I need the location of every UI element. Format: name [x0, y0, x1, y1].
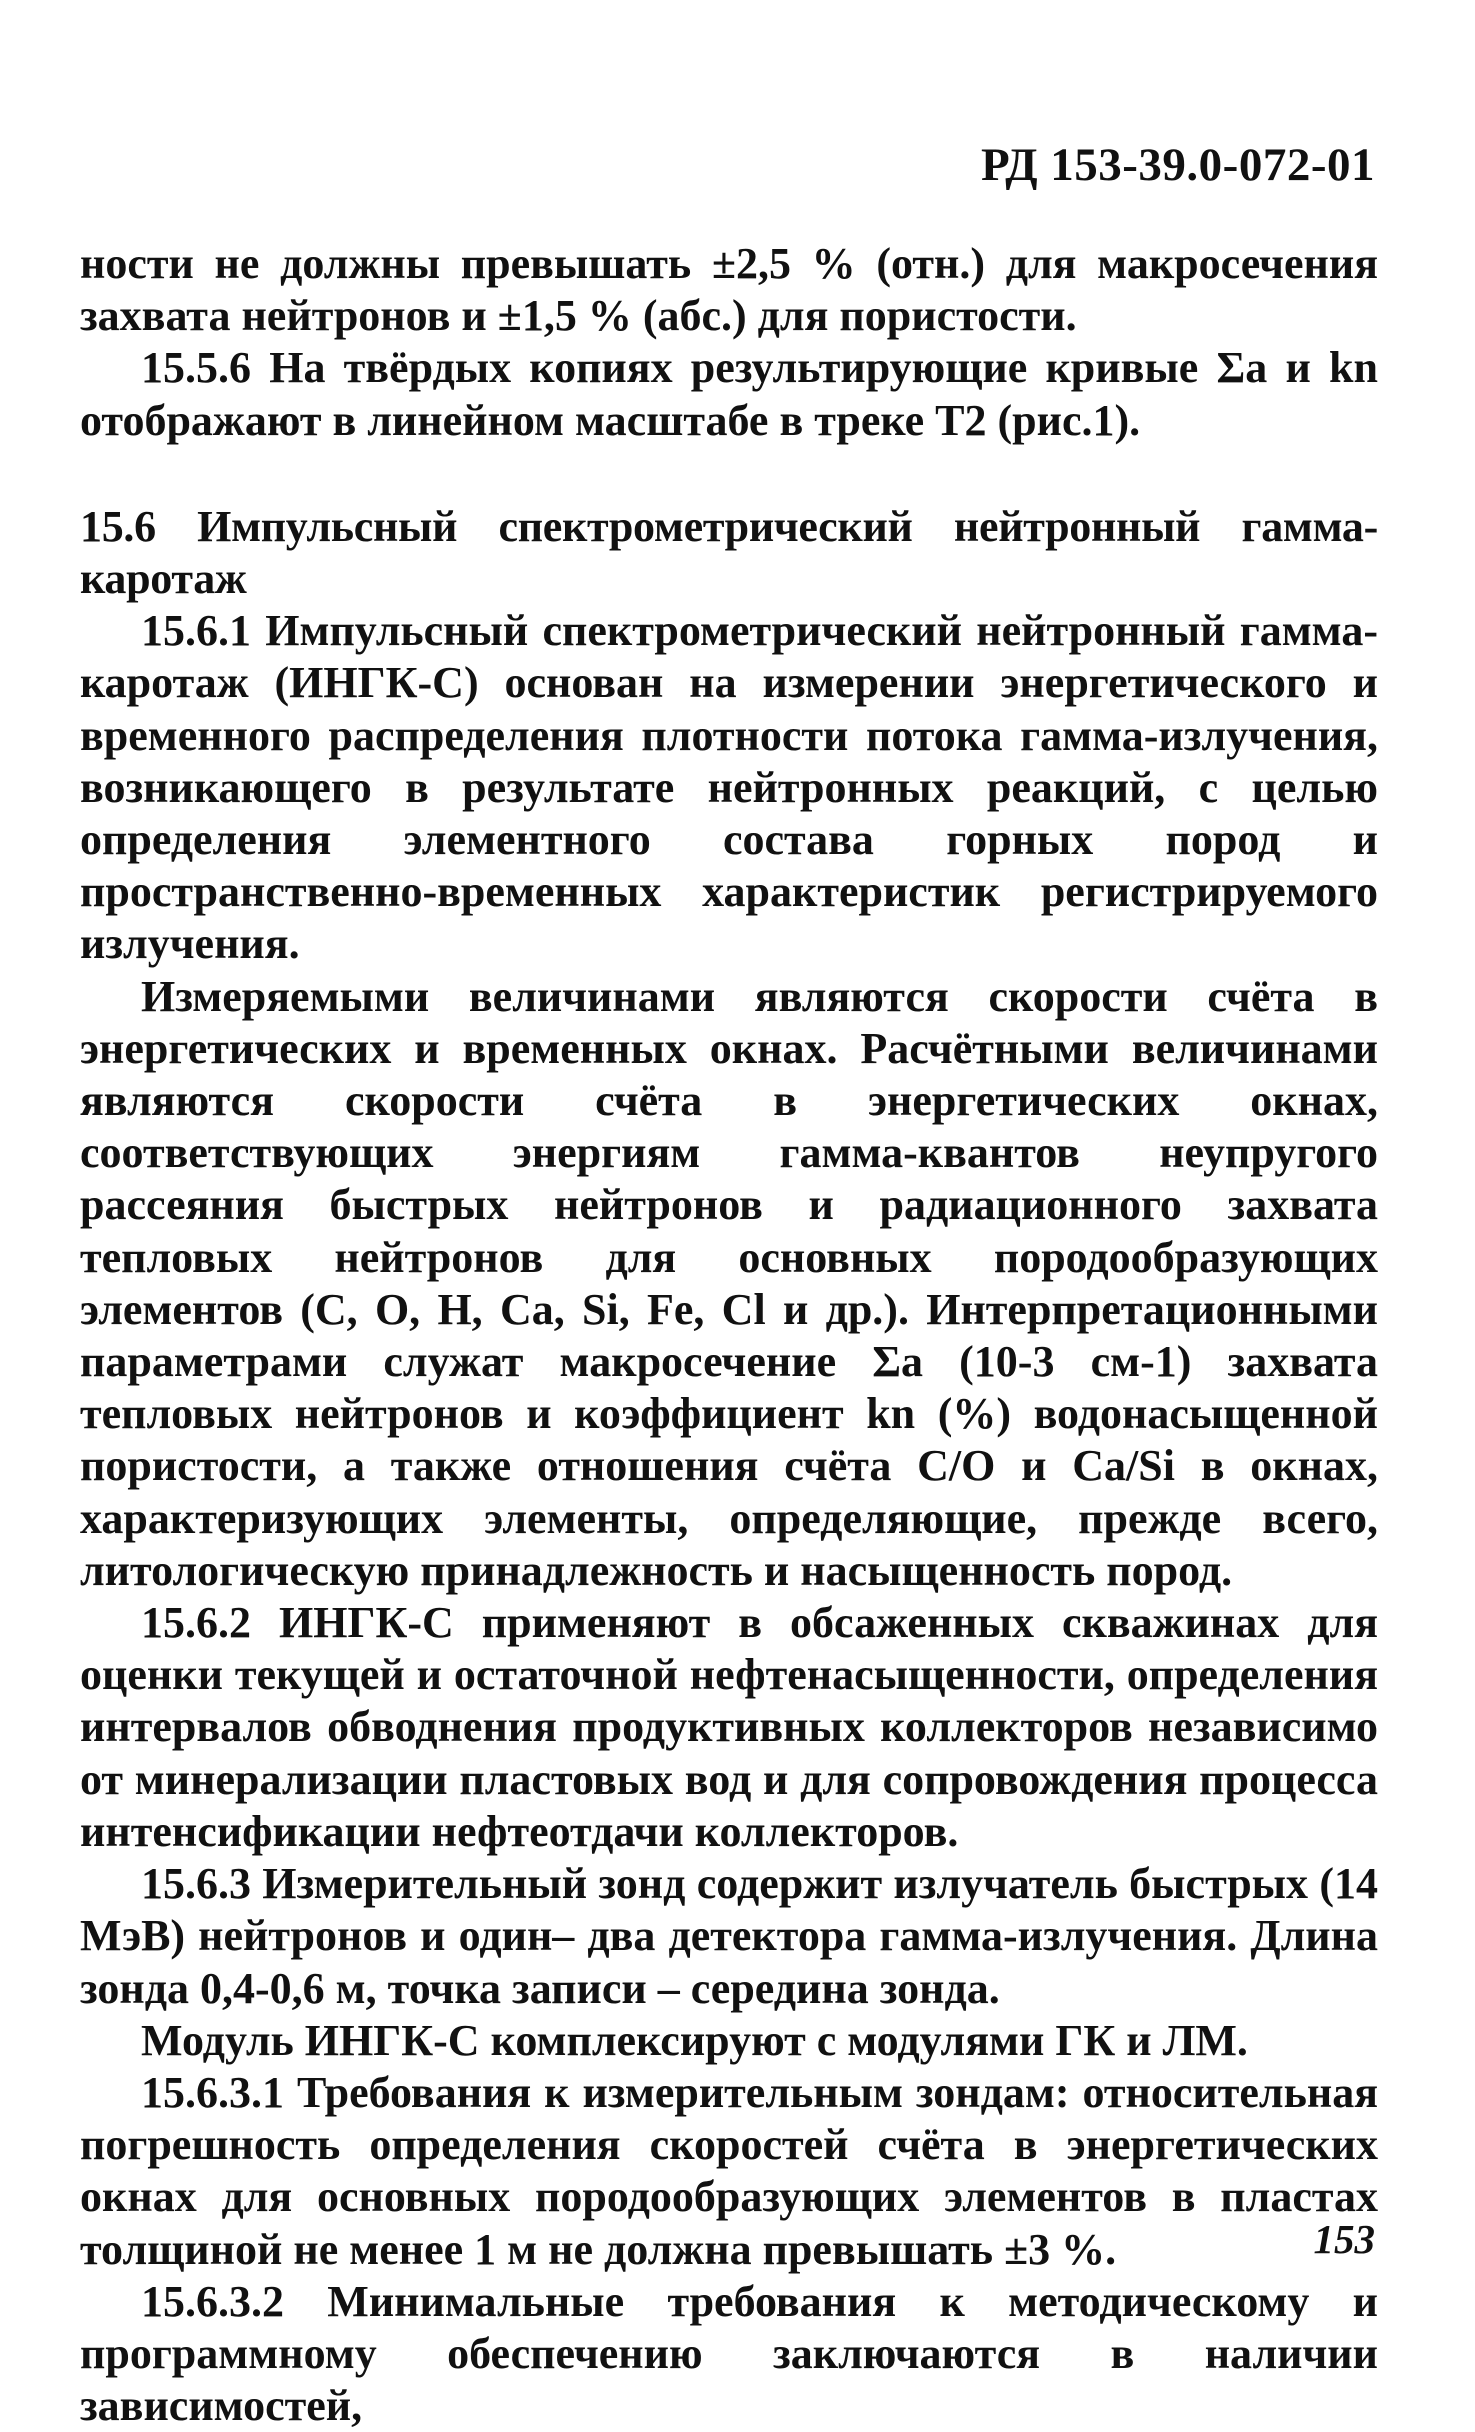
paragraph-15-6-3-2: 15.6.3.2 Минимальные требования к методическому и программному обеспечению заключаются в наличии зависимостей,	[80, 2276, 1378, 2431]
document-code-header: РД 153-39.0-072-01	[981, 139, 1375, 191]
paragraph-15-5-6: 15.5.6 На твёрдых копиях результирующие кривые Σa и kn отображают в линейном масштабе в треке Т2 (рис.1).	[80, 343, 1378, 445]
paragraph-15-6-2: 15.6.2 ИНГК-С применяют в обсаженных скважинах для оценки текущей и остаточной нефтенасыщенности, определения интервалов обводнения продуктивных коллекторов независимо от минерализации пластовых вод и для сопровождения процесса интенсификации нефтеотдачи коллекторов.	[80, 1598, 1378, 1856]
paragraph-15-6-3-1: 15.6.3.1 Требования к измерительным зондам: относительная погрешность определения скоростей счёта в энергетических окнах для основных породообразующих элементов в пластах толщиной не менее 1 м не должна превышать ±3 %.	[80, 2067, 1378, 2274]
paragraph-measured-values: Измеряемыми величинами являются скорости счёта в энергетических и временных окнах. Расчётными величинами являются скорости счёта в энергетических окнах, соответствующих энергиям гамма-квантов неупругого рассеяния быстрых нейтронов и радиационного захвата тепловых нейтронов для основных породообразующих элементов (C, O, H, Ca, Si, Fe, Cl и др.). Интерпретационными параметрами служат макросечение Σa (10-3 см-1) захвата тепловых нейтронов и коэффициент kn (%) водонасыщенной пористости, а также отношения счёта C/O и Ca/Si в окнах, характеризующих элементы, определяющие, прежде всего, литологическую принадлежность и насыщенность пород.	[80, 971, 1378, 1595]
paragraph-continuation: ности не должны превышать ±2,5 % (отн.) для макросечения захвата нейтронов и ±1,5 % (абс.) для пористости.	[80, 239, 1378, 341]
paragraph-15-6-1: 15.6.1 Импульсный спектрометрический нейтронный гамма-каротаж (ИНГК-С) основан на измерении энергетического и временного распределения плотности потока гамма-излучения, возникающего в результате нейтронных реакций, с целью определения элементного состава горных пород и пространственно-временных характеристик регистрируемого излучения.	[80, 606, 1378, 969]
paragraph-module: Модуль ИНГК-С комплексируют с модулями ГК и ЛМ.	[141, 2015, 1248, 2065]
page-body	[80, 238, 1378, 2432]
paragraph-15-6-3: 15.6.3 Измерительный зонд содержит излучатель быстрых (14 МэВ) нейтронов и один– два детектора гамма-излучения. Длина зонда 0,4-0,6 м, точка записи – середина зонда.	[80, 1859, 1378, 2013]
page-number: 153	[1313, 2216, 1375, 2262]
section-heading-15-6: 15.6 Импульсный спектрометрический нейтронный гамма-каротаж	[80, 501, 1378, 604]
